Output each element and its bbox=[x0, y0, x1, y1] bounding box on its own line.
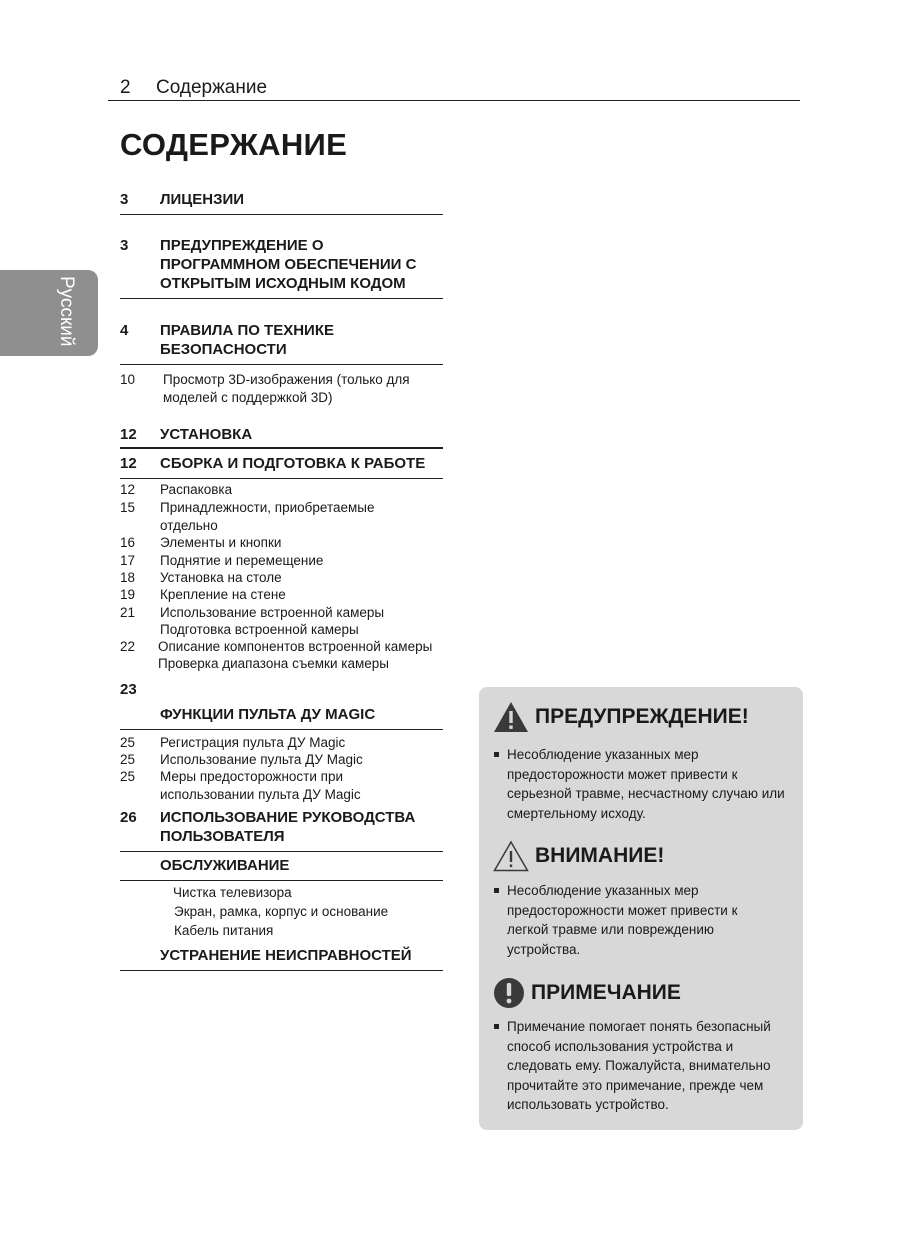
caution-heading: ВНИМАНИЕ! bbox=[493, 840, 664, 872]
toc-subentry[interactable]: 25 Использование пульта ДУ Magic bbox=[120, 752, 363, 767]
warning-text: Несоблюдение указанных мер предосторожности может привести к серьезной травме, несчастному случаю или смертельному исходу. bbox=[494, 745, 794, 823]
page-number: 2 bbox=[120, 77, 131, 98]
toc-subentry[interactable]: 16 Элементы и кнопки bbox=[120, 535, 282, 550]
toc-entry-assembly[interactable]: 12 СБОРКА И ПОДГОТОВКА К РАБОТЕ bbox=[120, 454, 443, 479]
header-section: Содержание bbox=[156, 77, 268, 98]
toc-entry-manual[interactable]: 26 ИСПОЛЬЗОВАНИЕ РУКОВОДСТВА ПОЛЬЗОВАТЕЛЯ bbox=[120, 808, 443, 852]
toc-subentry[interactable]: Чистка телевизора bbox=[173, 885, 292, 900]
toc-entry-magic[interactable]: ФУНКЦИИ ПУЛЬТА ДУ MAGIC bbox=[120, 705, 443, 730]
caution-icon bbox=[493, 840, 529, 872]
note-heading: ПРИМЕЧАНИЕ bbox=[493, 977, 681, 1009]
divider bbox=[120, 447, 443, 449]
toc-subentry[interactable]: 15 Принадлежности, приобретаемые отдельно bbox=[120, 500, 375, 533]
toc-subentry[interactable]: 25 Регистрация пульта ДУ Magic bbox=[120, 735, 346, 750]
note-text: Примечание помогает понять безопасный способ использования устройства и следовать ему. Пожалуйста, внимательно прочитайте это примечание, прежде чем использовать устройство. bbox=[494, 1017, 799, 1115]
toc-entry-3d[interactable]: 10 Просмотр 3D-изображения (только для моделей с поддержкой 3D) bbox=[120, 372, 410, 405]
caution-text: Несоблюдение указанных мер предосторожности может привести к легкой травме или повреждению устройства. bbox=[494, 881, 794, 959]
toc-subentry[interactable]: 12 Распаковка bbox=[120, 482, 233, 497]
toc-entry-troubleshooting[interactable]: УСТРАНЕНИЕ НЕИСПРАВНОСТЕЙ bbox=[120, 946, 443, 971]
toc-subentry[interactable]: 19 Крепление на стене bbox=[120, 587, 286, 602]
toc-subentry[interactable]: Экран, рамка, корпус и основание bbox=[174, 904, 389, 919]
toc-entry-install[interactable]: 12 УСТАНОВКА bbox=[120, 426, 253, 443]
table-of-contents: 3 ЛИЦЕНЗИИ 3 ПРЕДУПРЕЖДЕНИЕ О ПРОГРАММНОМ ОБЕСПЕЧЕНИИ С ОТКРЫТЫМ ИСХОДНЫМ КОДОМ 4 ПРАВИЛА ПО ТЕХНИКЕ БЕЗОПАСНОСТИ 10 Просмотр 3D-изображения (только для моделей с поддержкой 3D) 12 УСТАНОВКА 12 СБОРКА И ПОДГОТОВКА К РАБОТЕ 12 Распаковка 15 Принадлежности, приобретаемые отдельно 16 Элементы и кнопки 17 Поднятие и перемещение 18 Установка на столе 19 Крепление на стене 21 Использование встроенной камеры Подготовка встроенной камеры 22 Описание компонентов встроенной камеры Проверка диапазона съемки камеры 23 ФУНКЦИИ ПУЛЬТА ДУ MAGIC 25 Регистрация пульта ДУ Magic 25 Использование пульта ДУ Magic 25 Меры предосторожности при использовании пульта ДУ Magic 26 ИСПОЛЬЗОВАНИЕ РУКОВОДСТВА ПОЛЬЗОВАТЕЛЯ ОБСЛУЖИВАНИЕ Чистка телевизора Экран, рамка, корпус и основание Кабель питания УСТРАНЕНИЕ НЕИСПРАВНОСТЕЙ bbox=[120, 0, 443, 1000]
toc-subentry[interactable]: 22 Описание компонентов встроенной камеры bbox=[120, 639, 433, 654]
language-tab-label: Русский bbox=[56, 276, 77, 347]
toc-entry-safety[interactable]: 4 ПРАВИЛА ПО ТЕХНИКЕ БЕЗОПАСНОСТИ bbox=[120, 321, 443, 365]
page-title: СОДЕРЖАНИЕ bbox=[120, 127, 348, 162]
toc-subentry[interactable]: 25 Меры предосторожности при использовании пульта ДУ Magic bbox=[120, 769, 361, 802]
toc-entry-licenses[interactable]: 3 ЛИЦЕНЗИИ bbox=[120, 190, 443, 215]
language-tab bbox=[0, 270, 98, 356]
toc-entry-maintenance[interactable]: ОБСЛУЖИВАНИЕ bbox=[120, 856, 443, 881]
notice-box bbox=[479, 687, 803, 1130]
warning-heading: ПРЕДУПРЕЖДЕНИЕ! bbox=[493, 701, 749, 733]
note-icon bbox=[493, 977, 525, 1009]
toc-subentry[interactable]: Кабель питания bbox=[174, 923, 274, 938]
toc-subentry[interactable]: Проверка диапазона съемки камеры bbox=[158, 656, 389, 671]
toc-entry-open-source[interactable]: 3 ПРЕДУПРЕЖДЕНИЕ О ПРОГРАММНОМ ОБЕСПЕЧЕНИИ С ОТКРЫТЫМ ИСХОДНЫМ КОДОМ bbox=[120, 236, 443, 299]
toc-subentry[interactable]: 17 Поднятие и перемещение bbox=[120, 553, 324, 568]
toc-subentry[interactable]: 21 Использование встроенной камеры bbox=[120, 605, 385, 620]
toc-subentry[interactable]: 18 Установка на столе bbox=[120, 570, 282, 585]
warning-icon bbox=[493, 701, 529, 733]
toc-subentry[interactable]: Подготовка встроенной камеры bbox=[160, 622, 359, 637]
